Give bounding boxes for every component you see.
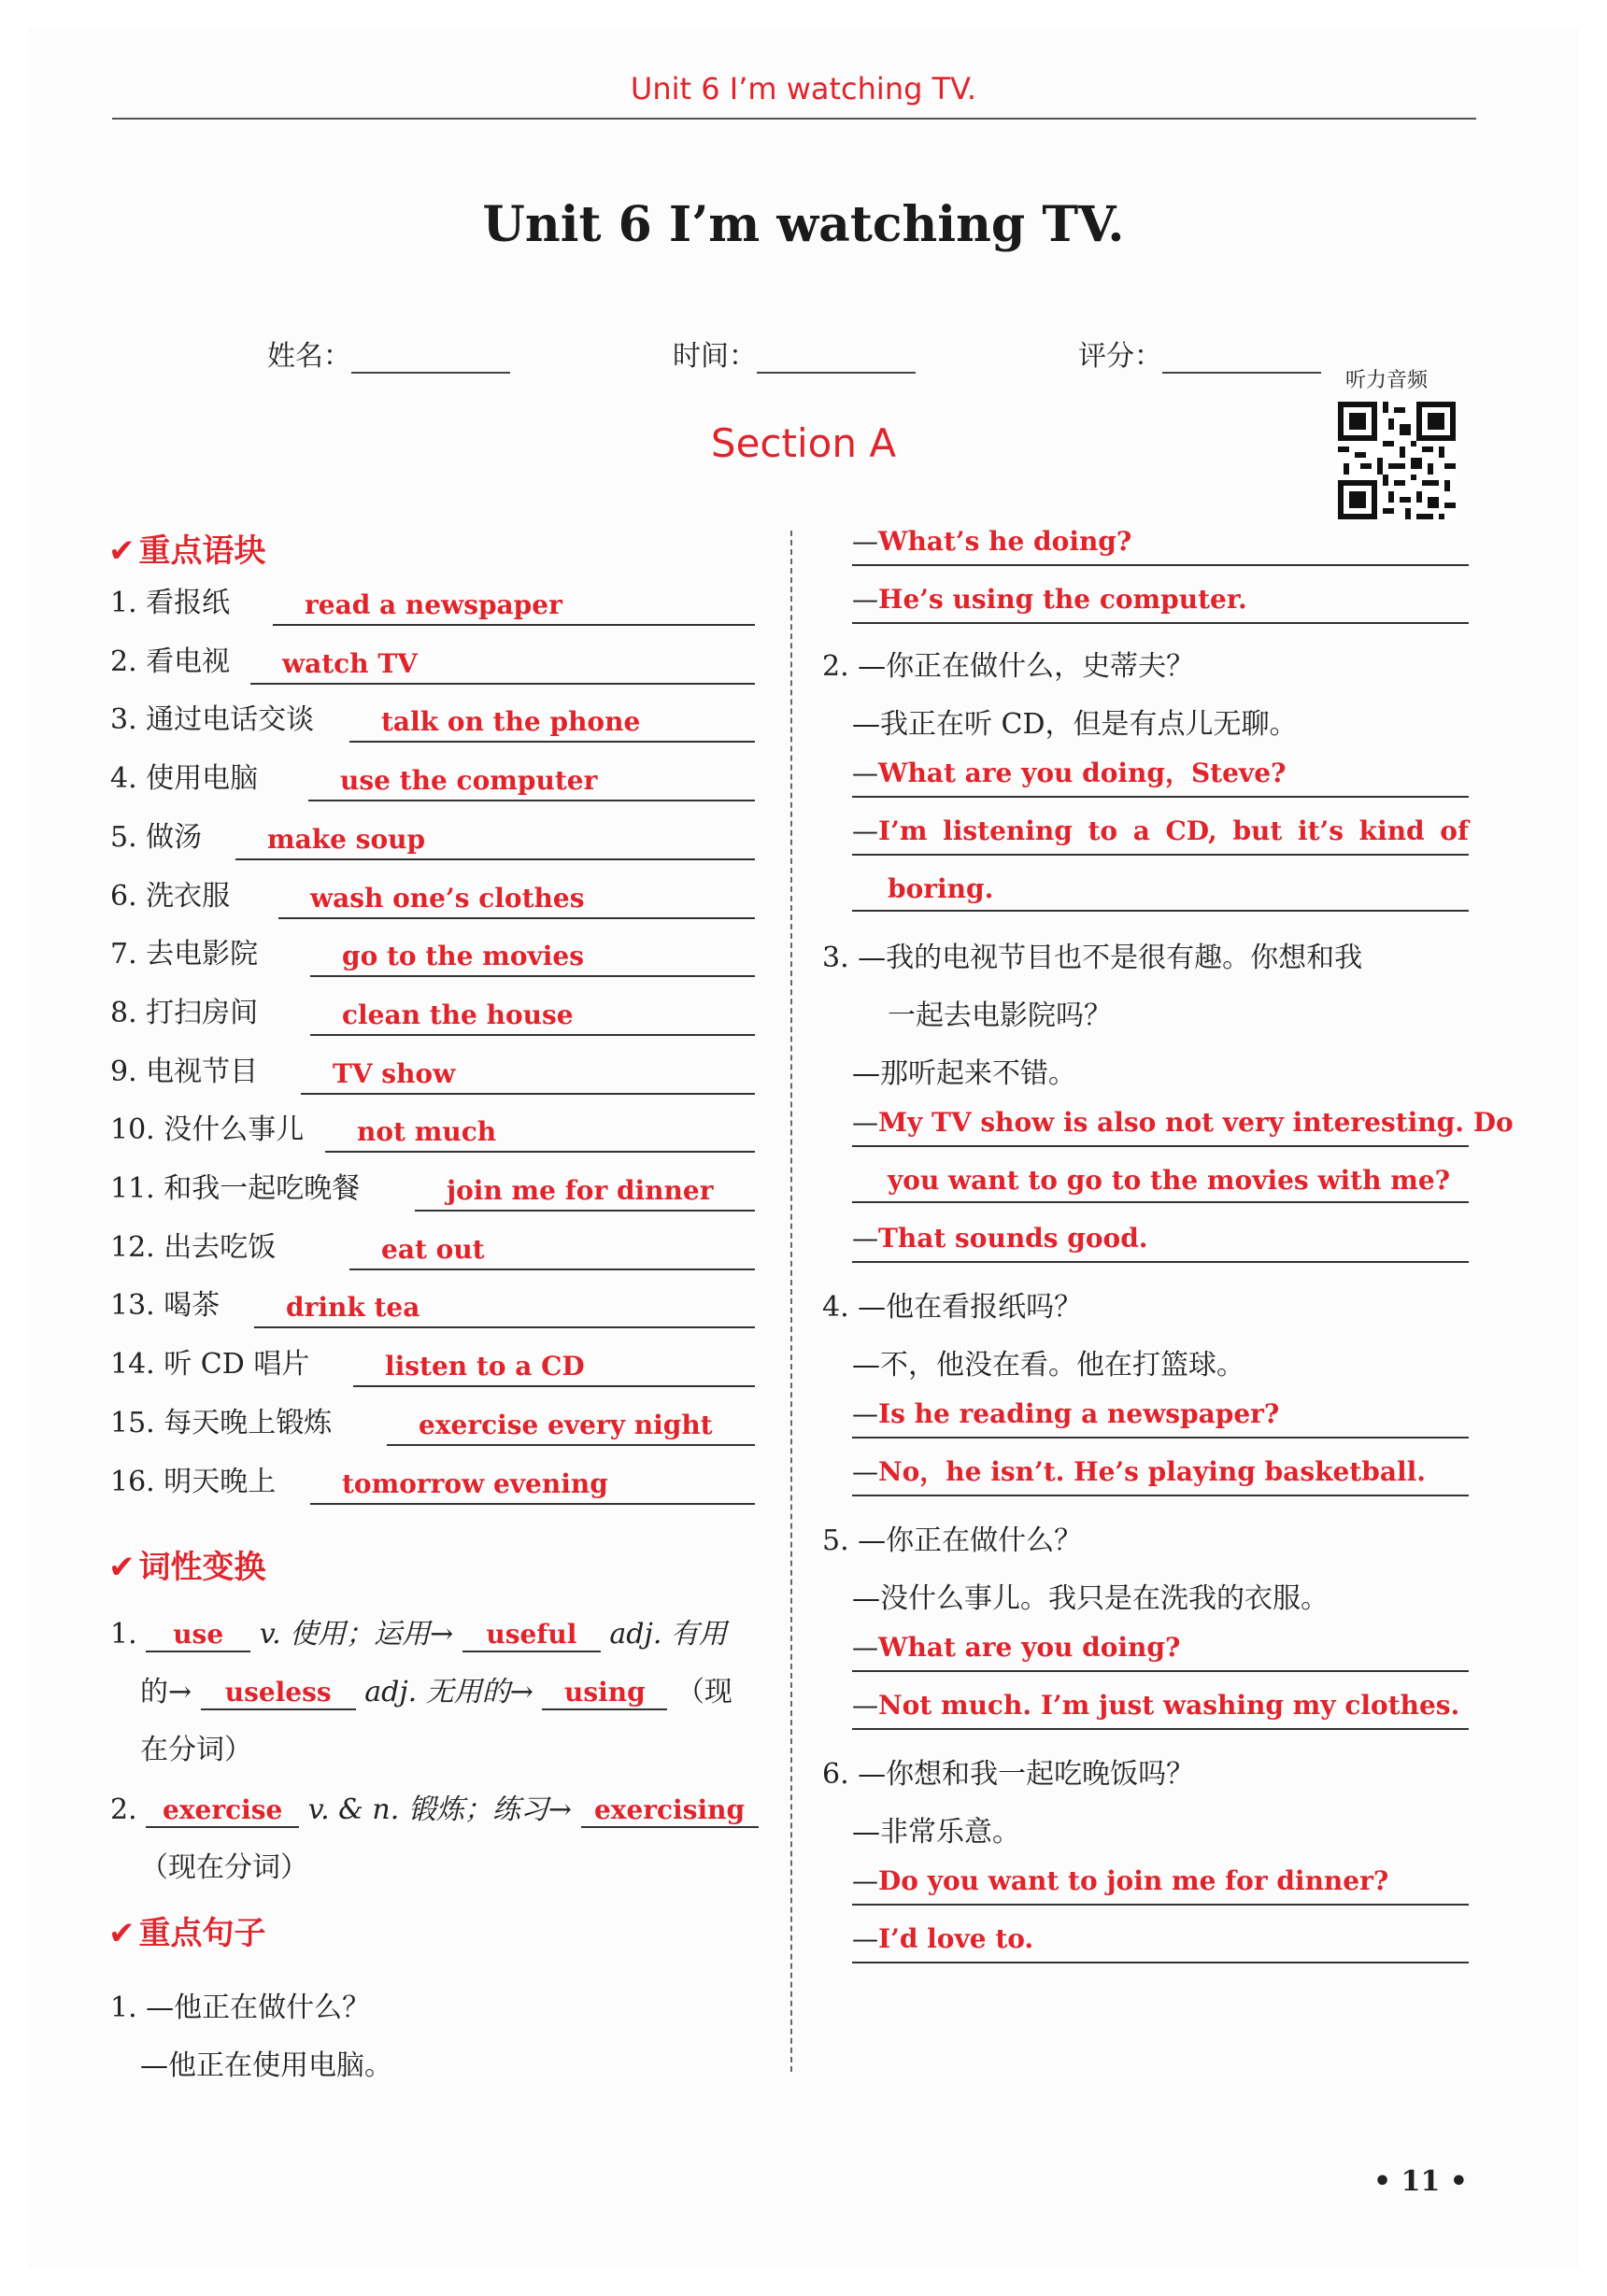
phrase-chinese: 15. 每天晚上锻炼	[110, 1406, 333, 1439]
check-icon: ✔	[108, 1549, 135, 1586]
sentence-2-cn-answer: —我正在听 CD，但是有点儿无聊。	[852, 708, 1298, 741]
phrase-answer: watch TV	[250, 645, 755, 685]
answer-blank: useful	[462, 1619, 601, 1652]
sentence-6-cn-answer: —非常乐意。	[852, 1816, 1020, 1849]
sentence-1-cn-answer: —他正在使用电脑。	[140, 2049, 392, 2082]
sentence-3-en-question-line2: you want to go to the movies with me?	[852, 1160, 1469, 1203]
phrase-row	[110, 1163, 755, 1212]
phrase-row	[110, 577, 755, 626]
sentence-6-en-answer: —I’d love to.	[852, 1919, 1469, 1963]
phrase-answer: join me for dinner	[415, 1172, 755, 1212]
phrase-row	[110, 1046, 755, 1095]
phrase-row	[110, 1397, 755, 1446]
phrase-row	[110, 987, 755, 1036]
sentence-6-cn-question: 6. —你想和我一起吃晚饭吗？	[822, 1758, 1195, 1791]
phrase-answer: make soup	[235, 821, 755, 860]
phrase-answer: read a newspaper	[273, 587, 755, 626]
score-field	[1078, 333, 1321, 374]
score-label: 评分：	[1078, 340, 1162, 373]
column-divider	[790, 531, 792, 2072]
sentence-5-en-answer: —Not much. I’m just washing my clothes.	[852, 1685, 1469, 1730]
phrase-chinese: 4. 使用电脑	[110, 762, 259, 796]
phrase-chinese: 7. 去电影院	[110, 938, 259, 971]
phrase-answer: go to the movies	[310, 938, 755, 977]
phrase-row	[110, 928, 755, 977]
section-title: Section A	[710, 420, 897, 466]
time-field	[673, 333, 916, 374]
sentence-6-en-question: —Do you want to join me for dinner?	[852, 1861, 1469, 1906]
sentence-3-cn-question-line1: 3. —我的电视节目也不是很有趣。你想和我	[822, 942, 1363, 974]
phrase-answer: eat out	[349, 1231, 755, 1270]
phrase-answer: listen to a CD	[353, 1348, 755, 1387]
sentence-1-en-answer: —He’s using the computer.	[852, 579, 1469, 624]
sentence-3-en-answer: —That sounds good.	[852, 1218, 1469, 1263]
phrase-chinese: 12. 出去吃饭	[110, 1230, 277, 1264]
phrase-answer: talk on the phone	[349, 703, 755, 743]
phrase-row	[110, 753, 755, 801]
word-form-q1-line3: 在分词）	[140, 1734, 252, 1766]
answer-blank: using	[542, 1677, 667, 1710]
sentence-4-cn-question: 4. —他在看报纸吗？	[822, 1291, 1083, 1324]
time-blank	[757, 344, 916, 374]
phrase-answer: use the computer	[308, 762, 755, 801]
sentence-1-en-question: —What’s he doing?	[852, 521, 1469, 566]
heading-key-sentences: ✔ 重点句子	[108, 1915, 266, 1952]
phrase-chinese: 14. 听 CD 唱片	[110, 1348, 310, 1382]
word-form-q1-line2: 的→ useless adj. 无用的→ using （现	[140, 1676, 732, 1708]
phrase-row	[110, 1339, 755, 1387]
page-number: • 11 •	[1373, 2165, 1468, 2198]
sentence-3-cn-answer: —那听起来不错。	[852, 1057, 1076, 1090]
phrase-answer: tomorrow evening	[310, 1466, 755, 1505]
sentence-4-en-question: —Is he reading a newspaper?	[852, 1394, 1469, 1439]
phrase-row	[110, 812, 755, 860]
sentence-5-cn-answer: —没什么事儿。我只是在洗我的衣服。	[852, 1582, 1329, 1615]
answer-blank: useless	[201, 1677, 356, 1710]
sentence-4-cn-answer: —不，他没在看。他在打篮球。	[852, 1349, 1244, 1382]
phrase-chinese: 8. 打扫房间	[110, 996, 259, 1029]
sentence-2-en-question: —What are you doing，Steve?	[852, 753, 1469, 798]
check-icon: ✔	[108, 532, 135, 570]
name-label: 姓名：	[267, 340, 351, 373]
name-field	[267, 333, 510, 374]
phrase-row	[110, 1280, 755, 1328]
answer-blank: exercising	[581, 1794, 759, 1828]
heading-key-phrases: ✔ 重点语块	[108, 532, 266, 570]
phrase-row	[110, 636, 755, 685]
sentence-2-en-answer-line2: boring.	[852, 869, 1469, 912]
check-icon: ✔	[108, 1915, 135, 1952]
word-form-q2-line1: 2. exercise v. & n. 锻炼；练习→ exercising	[110, 1786, 759, 1828]
phrase-answer: drink tea	[254, 1289, 755, 1328]
answer-blank: exercise	[146, 1794, 299, 1828]
name-blank	[351, 344, 510, 374]
listening-audio-label: 听力音频	[1345, 369, 1429, 392]
phrase-chinese: 13. 喝茶	[110, 1289, 220, 1323]
phrase-chinese: 11. 和我一起吃晚餐	[110, 1172, 361, 1205]
sentence-5-cn-question: 5. —你正在做什么？	[822, 1524, 1083, 1557]
phrase-row	[110, 1456, 755, 1505]
sentence-1-cn-question: 1. —他正在做什么？	[110, 1991, 371, 2024]
answer-blank: use	[146, 1619, 250, 1652]
phrase-chinese: 6. 洗衣服	[110, 879, 231, 913]
sentence-2-cn-question: 2. —你正在做什么，史蒂夫？	[822, 650, 1195, 683]
phrase-chinese: 1. 看报纸	[110, 587, 231, 619]
sentence-3-cn-question-line2: 一起去电影院吗？	[888, 999, 1112, 1032]
phrase-chinese: 5. 做汤	[110, 820, 203, 854]
phrase-answer: clean the house	[310, 997, 755, 1036]
phrase-row	[110, 1222, 755, 1270]
running-head: Unit 6 I’m watching TV.	[630, 71, 977, 106]
phrase-chinese: 16. 明天晚上	[110, 1465, 277, 1498]
header-rule	[112, 118, 1476, 120]
phrase-answer: not much	[325, 1113, 755, 1153]
time-label: 时间：	[673, 340, 757, 373]
phrase-answer: wash one’s clothes	[278, 880, 755, 919]
phrase-chinese: 2. 看电视	[110, 645, 231, 678]
phrase-row	[110, 694, 755, 743]
page-title: Unit 6 I’m watching TV.	[482, 196, 1125, 253]
sentence-5-en-question: —What are you doing?	[852, 1627, 1469, 1672]
sentence-2-en-answer-line1: —I’m listening to a CD, but it’s kind of	[852, 811, 1469, 856]
phrase-chinese: 3. 通过电话交谈	[110, 703, 315, 737]
phrase-answer: exercise every night	[387, 1407, 755, 1446]
heading-word-forms: ✔ 词性变换	[108, 1549, 266, 1586]
phrase-row	[110, 871, 755, 919]
sentence-3-en-question-line1: —My TV show is also not very interesting. Do	[852, 1102, 1469, 1147]
phrase-chinese: 9. 电视节目	[110, 1055, 259, 1088]
phrase-row	[110, 1104, 755, 1153]
word-form-q2-line2: （现在分词）	[140, 1851, 308, 1884]
phrase-chinese: 10. 没什么事儿	[110, 1113, 305, 1147]
phrase-answer: TV show	[301, 1056, 755, 1095]
score-blank	[1162, 344, 1321, 374]
sentence-4-en-answer: —No，he isn’t. He’s playing basketball.	[852, 1452, 1469, 1496]
word-form-q1-line1: 1. use v. 使用；运用→ useful adj. 有用	[110, 1618, 727, 1651]
